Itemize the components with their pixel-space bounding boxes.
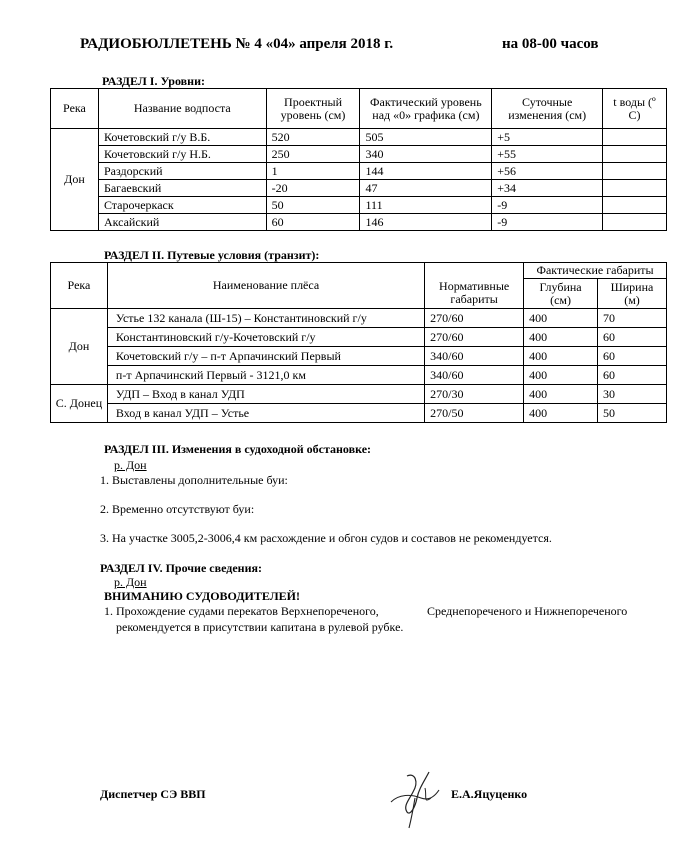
transit-norm-cell: 270/30 — [425, 385, 524, 404]
levels-change-cell: +5 — [492, 129, 603, 146]
transit-river-cell: Дон — [51, 309, 108, 385]
transit-col-depth: Глубина (см) — [524, 279, 598, 309]
levels-post-cell: Кочетовский г/у Н.Б. — [98, 146, 266, 163]
transit-row — [51, 347, 667, 366]
transit-depth-cell: 400 — [524, 309, 598, 328]
levels-row — [51, 197, 667, 214]
levels-project-cell: 250 — [266, 146, 360, 163]
transit-row — [51, 385, 667, 404]
levels-actual-cell: 340 — [360, 146, 492, 163]
transit-norm-cell: 340/60 — [425, 347, 524, 366]
section3-item-2: 2. Временно отсутствуют буи: — [100, 502, 255, 516]
levels-change-cell: +34 — [492, 180, 603, 197]
levels-temp-cell — [603, 163, 667, 180]
section3-title: РАЗДЕЛ III. Изменения в судоходной обстановке: — [104, 442, 372, 456]
section3-item-3: 3. На участке 3005,2-3006,4 км расхождение и обгон судов и составов не рекомендуется. — [100, 531, 552, 545]
levels-table — [50, 88, 667, 231]
levels-row — [51, 146, 667, 163]
levels-post-cell: Раздорский — [98, 163, 266, 180]
levels-change-cell: +56 — [492, 163, 603, 180]
levels-project-cell: 60 — [266, 214, 360, 231]
levels-actual-cell: 505 — [360, 129, 492, 146]
levels-actual-cell: 146 — [360, 214, 492, 231]
levels-header-row — [51, 89, 667, 129]
levels-project-cell: 1 — [266, 163, 360, 180]
signature — [385, 768, 445, 830]
levels-row — [51, 214, 667, 231]
levels-change-cell: +55 — [492, 146, 603, 163]
levels-post-cell: Аксайский — [98, 214, 266, 231]
levels-post-cell: Багаевский — [98, 180, 266, 197]
levels-temp-cell — [603, 180, 667, 197]
section4-title: РАЗДЕЛ IV. Прочие сведения: — [100, 561, 262, 575]
levels-actual-cell: 144 — [360, 163, 492, 180]
levels-change-cell: -9 — [492, 197, 603, 214]
transit-col-actual: Фактические габариты — [524, 263, 667, 279]
transit-reach-cell: Устье 132 канала (Ш-15) – Константиновский г/у — [107, 309, 424, 328]
transit-reach-cell: п-т Арпачинский Первый - 3121,0 км — [107, 366, 424, 385]
levels-col-river: Река — [51, 89, 99, 129]
transit-depth-cell: 400 — [524, 404, 598, 423]
transit-norm-cell: 270/50 — [425, 404, 524, 423]
transit-width-cell: 60 — [598, 328, 667, 347]
section4-item-1c: рекомендуется в присутствии капитана в рулевой рубке. — [116, 620, 404, 634]
transit-width-cell: 70 — [598, 309, 667, 328]
levels-col-change: Суточные изменения (см) — [492, 89, 603, 129]
section4-item-1b: Среднепореченого и Нижнепореченого — [427, 604, 628, 618]
bulletin-title-text: РАДИОБЮЛЛЕТЕНЬ № 4 «04» апреля 2018 г. — [80, 36, 394, 52]
transit-river-cell: С. Донец — [51, 385, 108, 423]
section3-item-1: 1. Выставлены дополнительные буи: — [100, 473, 288, 487]
transit-depth-cell: 400 — [524, 347, 598, 366]
levels-col-actual: Фактический уровень над «0» графика (см) — [360, 89, 492, 129]
transit-reach-cell: Константиновский г/у-Кочетовский г/у — [107, 328, 424, 347]
levels-post-cell: Кочетовский г/у В.Б. — [98, 129, 266, 146]
levels-temp-cell — [603, 197, 667, 214]
transit-depth-cell: 400 — [524, 328, 598, 347]
transit-col-river: Река — [51, 263, 108, 309]
levels-project-cell: -20 — [266, 180, 360, 197]
transit-norm-cell: 270/60 — [425, 309, 524, 328]
transit-col-reach: Наименование плёса — [107, 263, 424, 309]
section4-item-1a: 1. Прохождение судами перекатов Верхнепореченого, — [104, 604, 379, 618]
transit-width-cell: 60 — [598, 366, 667, 385]
section2-title: РАЗДЕЛ II. Путевые условия (транзит): — [104, 248, 320, 262]
levels-row — [51, 163, 667, 180]
transit-col-width: Ширина (м) — [598, 279, 667, 309]
transit-norm-cell: 270/60 — [425, 328, 524, 347]
levels-actual-cell: 47 — [360, 180, 492, 197]
transit-width-cell: 50 — [598, 404, 667, 423]
levels-row — [51, 129, 667, 146]
levels-project-cell: 50 — [266, 197, 360, 214]
section4-river: р. Дон — [114, 575, 147, 589]
levels-col-post: Название водпоста — [98, 89, 266, 129]
bulletin-time: на 08-00 часов — [502, 36, 599, 52]
levels-col-temp: t воды (º С) — [603, 89, 667, 129]
levels-actual-cell: 111 — [360, 197, 492, 214]
transit-width-cell: 60 — [598, 347, 667, 366]
transit-reach-cell: УДП – Вход в канал УДП — [107, 385, 424, 404]
transit-depth-cell: 400 — [524, 366, 598, 385]
levels-col-project: Проектный уровень (см) — [266, 89, 360, 129]
section3-river: р. Дон — [114, 458, 147, 472]
levels-river-cell: Дон — [51, 129, 99, 231]
transit-norm-cell: 340/60 — [425, 366, 524, 385]
levels-project-cell: 520 — [266, 129, 360, 146]
transit-row — [51, 366, 667, 385]
levels-temp-cell — [603, 129, 667, 146]
levels-change-cell: -9 — [492, 214, 603, 231]
transit-reach-cell: Кочетовский г/у – п-т Арпачинский Первый — [107, 347, 424, 366]
dispatcher-label: Диспетчер СЭ ВВП — [100, 787, 206, 801]
transit-depth-cell: 400 — [524, 385, 598, 404]
levels-temp-cell — [603, 146, 667, 163]
transit-header-row-1 — [51, 263, 667, 279]
transit-table — [50, 262, 667, 423]
levels-post-cell: Старочеркаск — [98, 197, 266, 214]
section1-title: РАЗДЕЛ I. Уровни: — [102, 74, 205, 88]
transit-row — [51, 328, 667, 347]
levels-temp-cell — [603, 214, 667, 231]
attention-heading: ВНИМАНИЮ СУДОВОДИТЕЛЕЙ! — [104, 589, 300, 603]
transit-row — [51, 309, 667, 328]
transit-col-norm: Нормативные габариты — [425, 263, 524, 309]
transit-row — [51, 404, 667, 423]
dispatcher-name: Е.А.Яцуценко — [451, 787, 528, 801]
levels-row — [51, 180, 667, 197]
transit-reach-cell: Вход в канал УДП – Устье — [107, 404, 424, 423]
transit-width-cell: 30 — [598, 385, 667, 404]
bulletin-title — [80, 36, 660, 53]
